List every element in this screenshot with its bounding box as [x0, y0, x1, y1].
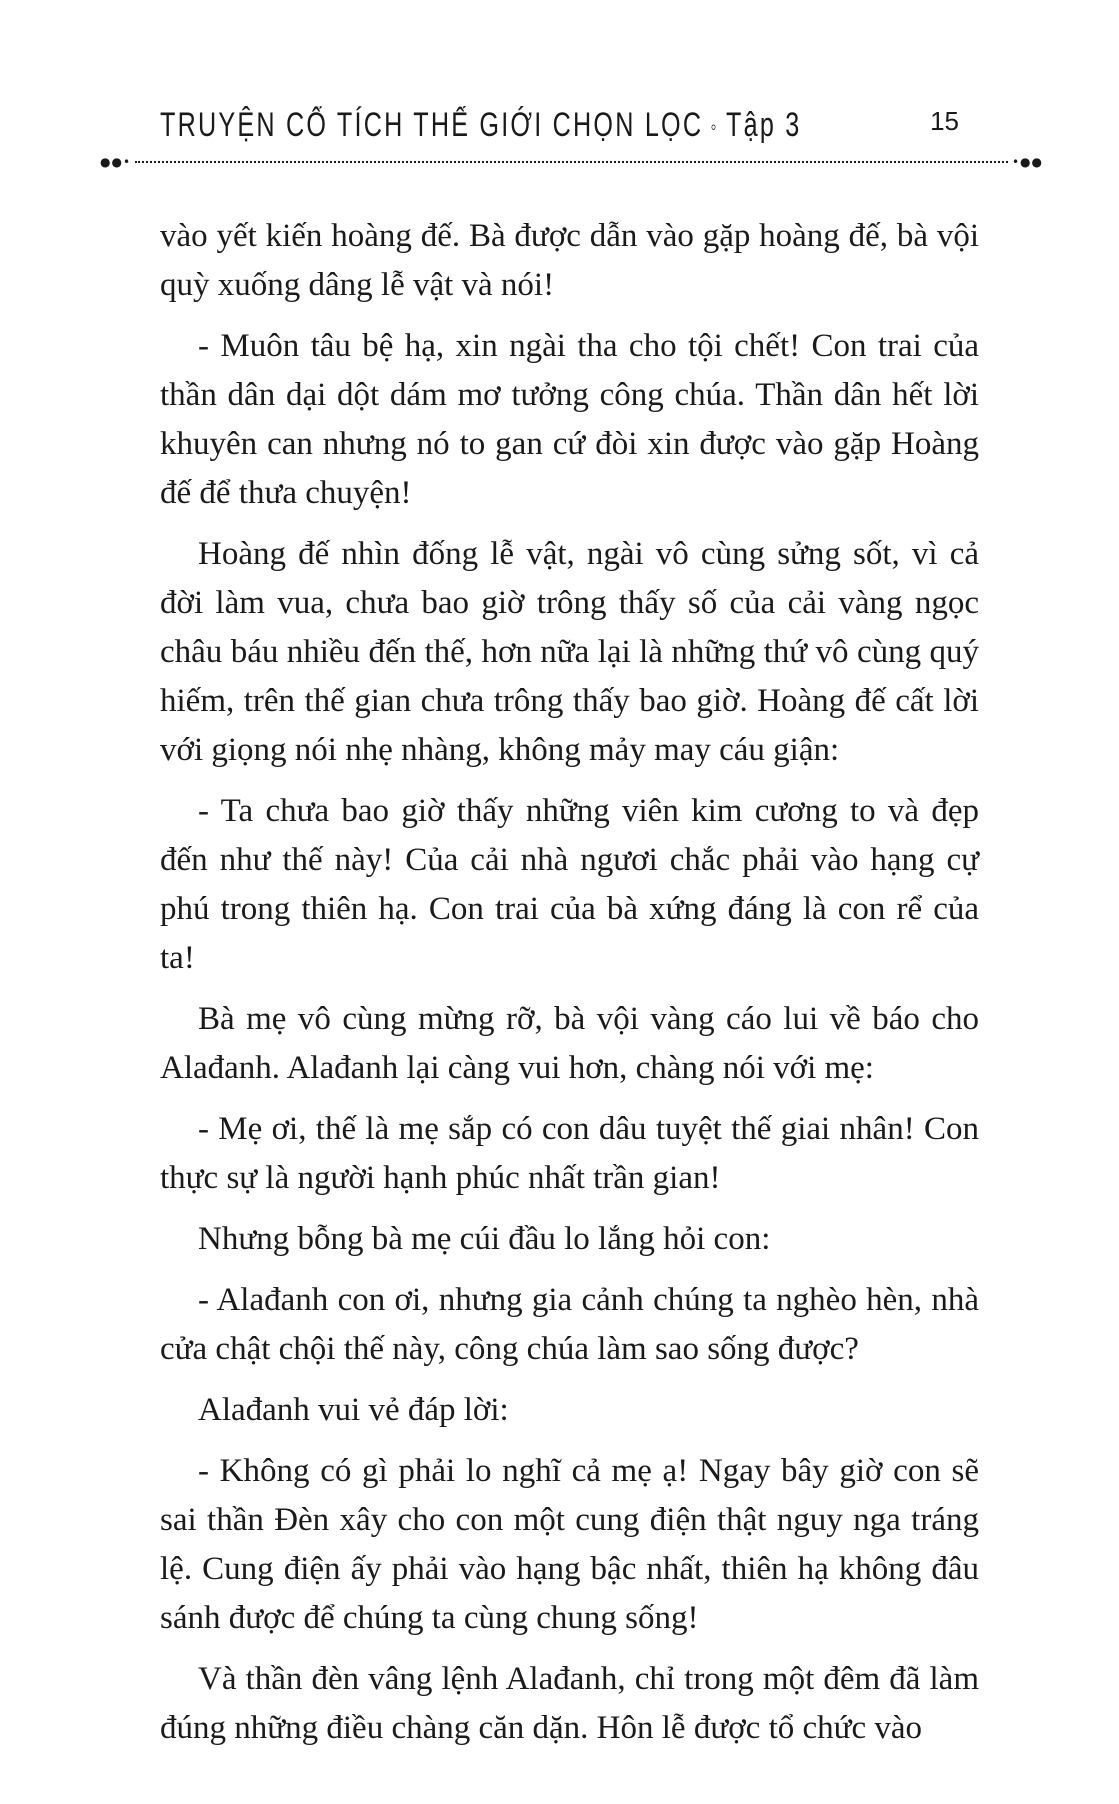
paragraph: Bà mẹ vô cùng mừng rỡ, bà vội vàng cáo lui về báo cho Alađanh. Alađanh lại càng vui hơn, chàng nói với mẹ: — [160, 1001, 979, 1086]
paragraph: Hoàng đế nhìn đống lễ vật, ngài vô cùng sửng sốt, vì cả đời làm vua, chưa bao giờ trông thấy số của cải vàng ngọc châu báu nhiều đến thế, hơn nữa lại là những thứ vô cùng quý hiếm, trên thế gian chưa trông thấy bao giờ. Hoàng đế cất lời với giọng nói nhẹ nhàng, không mảy may cáu giận: — [160, 536, 979, 768]
paragraph: - Ta chưa bao giờ thấy những viên kim cương to và đẹp đến như thế này! Của cải nhà ngươi chắc phải vào hạng cự phú trong thiên hạ. Con trai của bà xứng đáng là con rể của ta! — [160, 793, 979, 976]
body-text — [160, 212, 979, 1765]
divider-dotted-line — [135, 161, 1008, 163]
paragraph: Và thần đèn vâng lệnh Alađanh, chỉ trong một đêm đã làm đúng những điều chàng căn dặn. Hôn lễ được tổ chức vào — [160, 1661, 979, 1746]
paragraph: - Không có gì phải lo nghĩ cả mẹ ạ! Ngay bây giờ con sẽ sai thần Đèn xây cho con một cung điện thật nguy nga tráng lệ. Cung điện ấy phải vào hạng bậc nhất, thiên hạ không đâu sánh được để chúng ta cùng chung sống! — [160, 1453, 979, 1636]
paragraph: Alađanh vui vẻ đáp lời: — [198, 1392, 509, 1428]
series-title: TRUYỆN CỔ TÍCH THẾ GIỚI CHỌN LỌC — [160, 106, 704, 144]
paragraph: - Mẹ ơi, thế là mẹ sắp có con dâu tuyệt thế giai nhân! Con thực sự là người hạnh phúc nhất trần gian! — [160, 1111, 979, 1196]
paragraph: - Muôn tâu bệ hạ, xin ngài tha cho tội chết! Con trai của thần dân dại dột dám mơ tưởng công chúa. Thần dân hết lời khuyên can nhưng nó to gan cứ đòi xin được vào gặp Hoàng đế để thưa chuyện! — [160, 328, 979, 511]
paragraph: Nhưng bỗng bà mẹ cúi đầu lo lắng hỏi con: — [198, 1221, 771, 1257]
running-title — [160, 106, 801, 145]
page-header — [160, 100, 959, 156]
divider-left-dots: ●●• — [100, 155, 132, 169]
volume-label: Tập 3 — [726, 106, 802, 144]
paragraph: vào yết kiến hoàng đế. Bà được dẫn vào gặp hoàng đế, bà vội quỳ xuống dâng lễ vật và nói! — [160, 218, 979, 303]
title-separator: ◦ — [710, 114, 719, 140]
header-divider — [100, 155, 1043, 169]
paragraph: - Alađanh con ơi, nhưng gia cảnh chúng ta nghèo hèn, nhà cửa chật chội thế này, công chúa làm sao sống được? — [160, 1282, 979, 1367]
divider-right-dots: •●● — [1011, 155, 1043, 169]
page-number: 15 — [930, 106, 959, 136]
